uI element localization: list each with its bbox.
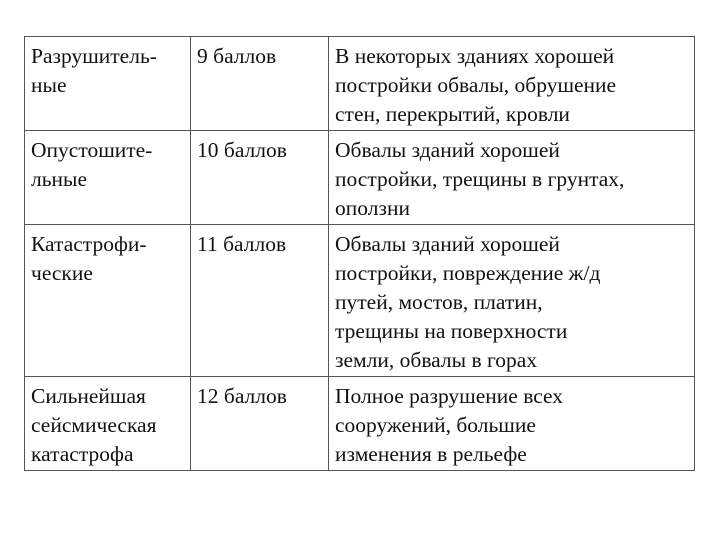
- table-row: [25, 377, 695, 471]
- category-text: Опустошите- льные: [31, 138, 153, 191]
- intensity-cell: [191, 37, 329, 131]
- category-text: Катастрофи- ческие: [31, 232, 147, 285]
- category-text: Сильнейшая сейсмическая катастрофа: [31, 384, 157, 466]
- intensity-cell: [191, 131, 329, 225]
- table-row: [25, 131, 695, 225]
- description-cell: [329, 131, 695, 225]
- table-row: [25, 37, 695, 131]
- intensity-text: 9 баллов: [197, 44, 277, 68]
- intensity-text: 11 баллов: [197, 232, 287, 256]
- description-cell: [329, 37, 695, 131]
- category-cell: [25, 225, 191, 377]
- category-cell: [25, 377, 191, 471]
- description-text: Обвалы зданий хорошей постройки, повреждение ж/д путей, мостов, платин, трещины на поверхности земли, обвалы в горах: [335, 232, 601, 372]
- intensity-cell: [191, 377, 329, 471]
- category-cell: [25, 37, 191, 131]
- intensity-text: 10 баллов: [197, 138, 287, 162]
- description-cell: [329, 377, 695, 471]
- category-text: Разрушитель- ные: [31, 44, 157, 97]
- intensity-text: 12 баллов: [197, 384, 287, 408]
- table-row: [25, 225, 695, 377]
- earthquake-intensity-table: [24, 36, 695, 471]
- description-text: В некоторых зданиях хорошей постройки обвалы, обрушение стен, перекрытий, кровли: [335, 44, 617, 126]
- intensity-cell: [191, 225, 329, 377]
- description-text: Полное разрушение всех сооружений, большие изменения в рельефе: [335, 384, 564, 466]
- description-cell: [329, 225, 695, 377]
- description-text: Обвалы зданий хорошей постройки, трещины в грунтах, оползни: [335, 138, 625, 220]
- category-cell: [25, 131, 191, 225]
